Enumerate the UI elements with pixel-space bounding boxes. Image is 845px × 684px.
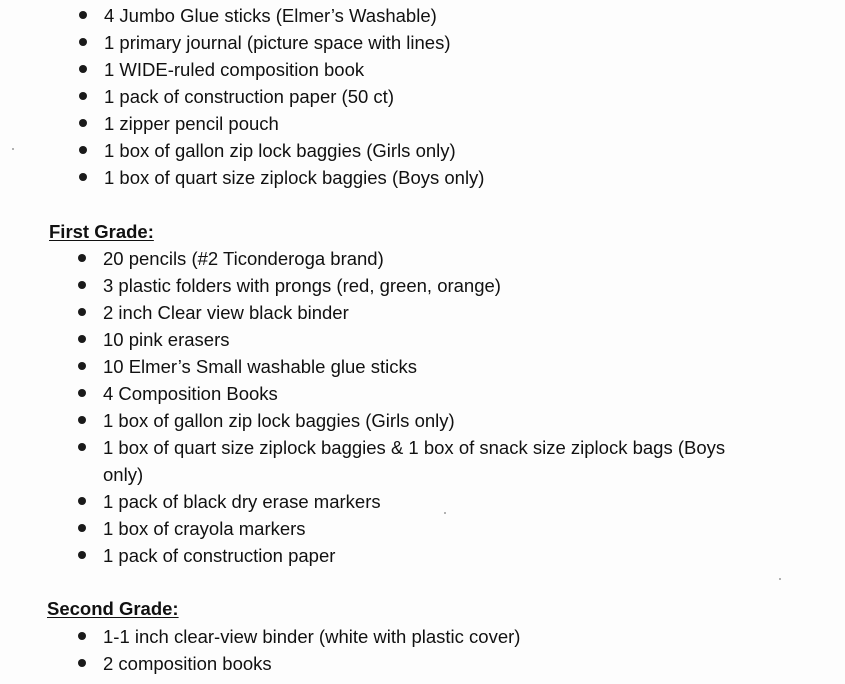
bullet-icon bbox=[79, 119, 87, 127]
list-item-text: 20 pencils (#2 Ticonderoga brand) bbox=[103, 248, 384, 269]
bullet-icon bbox=[78, 659, 86, 667]
bullet-icon bbox=[78, 308, 86, 316]
list-item-text: 1 box of quart size ziplock baggies (Boys only) bbox=[104, 167, 485, 188]
list-item-text: 1-1 inch clear-view binder (white with plastic cover) bbox=[103, 626, 521, 647]
list-item bbox=[77, 434, 757, 488]
bullet-icon bbox=[78, 281, 86, 289]
list-item-text: 1 box of quart size ziplock baggies & 1 box of snack size ziplock bags (Boys only) bbox=[103, 437, 726, 485]
list-item-text: 4 Jumbo Glue sticks (Elmer’s Washable) bbox=[104, 5, 437, 26]
list-item-text: 1 pack of black dry erase markers bbox=[103, 491, 381, 512]
list-item-text: 4 Composition Books bbox=[103, 383, 278, 404]
list-item-text: 1 WIDE-ruled composition book bbox=[104, 59, 365, 80]
list-item bbox=[77, 299, 757, 326]
list-item bbox=[77, 353, 757, 380]
bullet-icon bbox=[78, 524, 86, 532]
bullet-icon bbox=[78, 497, 86, 505]
list-item-text: 2 composition books bbox=[103, 653, 272, 674]
list-item-text: 1 zipper pencil pouch bbox=[104, 113, 279, 134]
bullet-icon bbox=[79, 65, 87, 73]
second-grade-supply-list bbox=[77, 623, 817, 677]
first-grade-heading: First Grade: bbox=[49, 221, 154, 242]
second-grade-heading: Second Grade: bbox=[47, 598, 179, 619]
list-item bbox=[77, 623, 817, 650]
list-item bbox=[77, 245, 757, 272]
list-item bbox=[77, 650, 817, 677]
list-item-text: 1 box of gallon zip lock baggies (Girls only) bbox=[104, 140, 456, 161]
first-grade-supply-list bbox=[77, 245, 757, 569]
list-item-text: 1 box of gallon zip lock baggies (Girls only) bbox=[103, 410, 455, 431]
bullet-icon bbox=[78, 362, 86, 370]
bullet-icon bbox=[79, 173, 87, 181]
list-item bbox=[78, 164, 818, 191]
list-item bbox=[77, 407, 757, 434]
list-item-text: 10 pink erasers bbox=[103, 329, 230, 350]
list-item bbox=[78, 137, 818, 164]
list-item bbox=[78, 2, 818, 29]
scan-speck bbox=[779, 578, 781, 580]
list-item bbox=[78, 29, 818, 56]
list-item-text: 1 pack of construction paper (50 ct) bbox=[104, 86, 394, 107]
list-item-text: 2 inch Clear view black binder bbox=[103, 302, 349, 323]
list-item-text: 1 primary journal (picture space with lines) bbox=[104, 32, 451, 53]
list-item bbox=[77, 488, 757, 515]
bullet-icon bbox=[78, 254, 86, 262]
list-item bbox=[78, 110, 818, 137]
list-item bbox=[78, 56, 818, 83]
list-item bbox=[77, 380, 757, 407]
list-item-text: 3 plastic folders with prongs (red, green, orange) bbox=[103, 275, 501, 296]
scan-speck bbox=[12, 148, 14, 150]
list-item bbox=[78, 83, 818, 110]
bullet-icon bbox=[79, 92, 87, 100]
bullet-icon bbox=[79, 146, 87, 154]
bullet-icon bbox=[78, 335, 86, 343]
list-item-text: 1 pack of construction paper bbox=[103, 545, 336, 566]
bullet-icon bbox=[78, 389, 86, 397]
list-item bbox=[77, 272, 757, 299]
bullet-icon bbox=[78, 551, 86, 559]
bullet-icon bbox=[78, 632, 86, 640]
bullet-icon bbox=[78, 443, 86, 451]
bullet-icon bbox=[78, 416, 86, 424]
list-item bbox=[77, 542, 757, 569]
bullet-icon bbox=[79, 11, 87, 19]
scan-speck bbox=[444, 512, 446, 514]
list-item-text: 1 box of crayola markers bbox=[103, 518, 306, 539]
list-item-text: 10 Elmer’s Small washable glue sticks bbox=[103, 356, 417, 377]
list-item bbox=[77, 326, 757, 353]
kindergarten-supply-list bbox=[78, 2, 818, 191]
bullet-icon bbox=[79, 38, 87, 46]
list-item bbox=[77, 515, 757, 542]
